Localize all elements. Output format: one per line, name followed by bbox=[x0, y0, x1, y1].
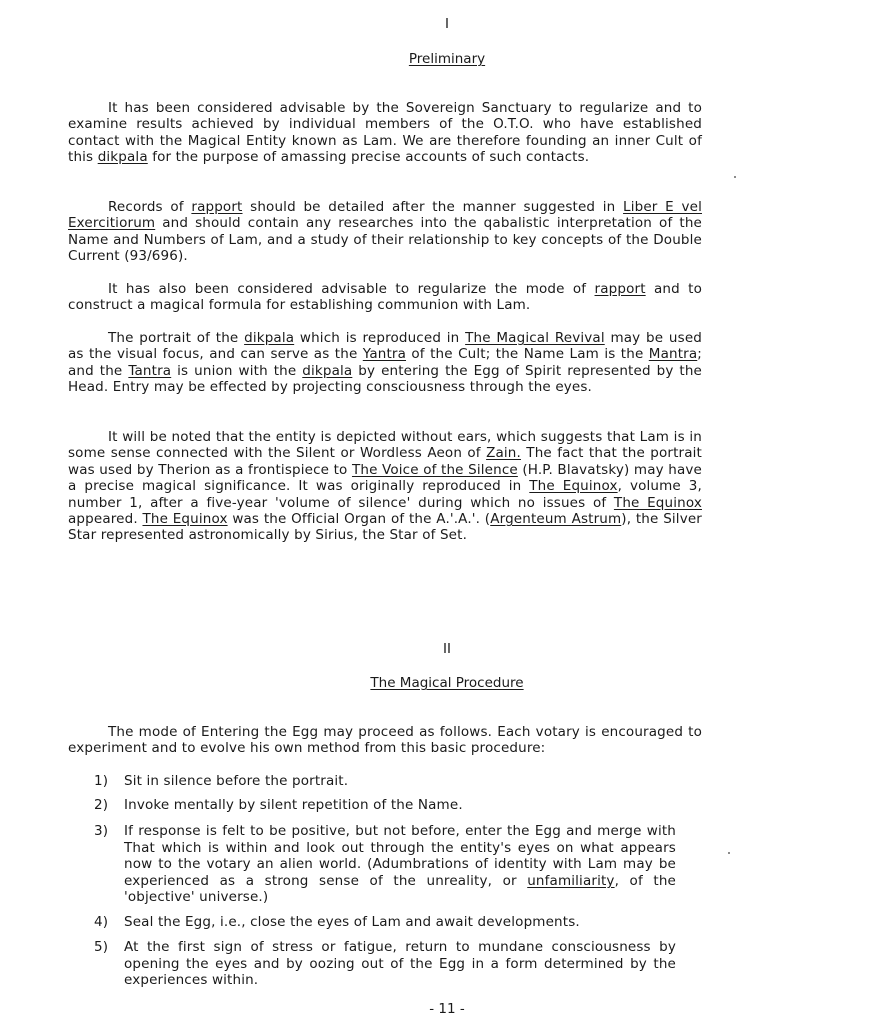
underlined-term: The Equinox bbox=[613, 494, 702, 511]
underlined-term: rapport bbox=[191, 199, 243, 215]
step-number: 1) bbox=[94, 773, 109, 789]
text-run: for the purpose of amassing precise accounts of such contacts. bbox=[147, 149, 590, 166]
scan-speck bbox=[728, 852, 730, 854]
underlined-term: The Equinox bbox=[529, 478, 618, 495]
underlined-term: Yantra bbox=[362, 346, 407, 363]
text-run: , volume 3, number 1, after a five-year 'volume of silence' during which no issues of bbox=[68, 478, 702, 511]
underlined-term: The Magical Revival bbox=[465, 330, 605, 346]
step-text bbox=[124, 914, 676, 931]
underlined-term: dikpala bbox=[302, 362, 353, 379]
text-run: (H.P. Blavatsky) may have a precise magical significance. It was originally reproduced in bbox=[68, 461, 702, 495]
text-run: It has been considered advisable by the Sovereign Sanctuary to regularize and to examine results achieved by individual members of the O.T.O. who have established contact with the Magical Entity known as Lam. We are therefore founding an inner Cult of this bbox=[68, 100, 702, 166]
text-run: The fact that the portrait was used by Therion as a frontispiece to bbox=[68, 445, 702, 478]
section-2-title: The Magical Procedure bbox=[370, 675, 524, 691]
text-run: Seal the Egg, i.e., close the eyes of Lam and await developments. bbox=[124, 914, 580, 930]
section-1-numeral: I bbox=[445, 16, 449, 32]
paragraph bbox=[68, 100, 702, 166]
procedure-intro bbox=[68, 724, 702, 757]
text-run: and to construct a magical formula for establishing communion with Lam. bbox=[68, 281, 702, 314]
step-number: 4) bbox=[94, 914, 109, 930]
text-run: which is reproduced in bbox=[294, 330, 466, 346]
step-number: 3) bbox=[94, 823, 109, 839]
underlined-term: The Voice of the Silence bbox=[351, 461, 518, 478]
underlined-term: Argenteum Astrum bbox=[490, 511, 622, 528]
scan-speck bbox=[734, 176, 736, 178]
underlined-term: unfamiliarity bbox=[527, 872, 615, 889]
text-run: and should contain any researches into the qabalistic interpretation of the Name and Numbers of Lam, and a study of their relationship to key concepts of the Double Current (93/696). bbox=[68, 215, 702, 265]
page-number: - 11 - bbox=[429, 1001, 465, 1017]
section-1-title: Preliminary bbox=[408, 51, 486, 67]
paragraph bbox=[68, 199, 702, 265]
text-run: should be detailed after the manner suggested in bbox=[242, 199, 624, 215]
text-run: ; and the bbox=[68, 346, 702, 379]
text-run: , of the 'objective' universe.) bbox=[124, 872, 676, 906]
text-run: ), the Silver Star represented astronomically by Sirius, the Star of Set. bbox=[68, 511, 703, 544]
text-run: appeared. bbox=[68, 511, 143, 528]
text-run: At the first sign of stress or fatigue, return to mundane consciousness by opening the eyes and by oozing out of the Egg in a form determined by the experiences within. bbox=[124, 939, 676, 989]
underlined-term: Zain. bbox=[486, 445, 521, 462]
text-run: Sit in silence before the portrait. bbox=[124, 773, 349, 789]
underlined-term: Tantra bbox=[128, 362, 172, 379]
underlined-term: Liber E vel Exercitiorum bbox=[68, 199, 702, 232]
paragraph bbox=[68, 281, 702, 314]
underlined-term: The Equinox bbox=[142, 511, 228, 528]
section-2-numeral: II bbox=[443, 641, 451, 657]
step-number: 2) bbox=[94, 797, 109, 813]
text-run: of the Cult; the Name Lam is the bbox=[406, 346, 649, 363]
underlined-term: rapport bbox=[594, 281, 646, 297]
step-number: 5) bbox=[94, 939, 109, 955]
step-text bbox=[124, 823, 676, 906]
text-run: was the Official Organ of the A.'.A.'. ( bbox=[227, 511, 491, 528]
text-run: Invoke mentally by silent repetition of the Name. bbox=[124, 797, 463, 813]
text-run: If response is felt to be positive, but not before, enter the Egg and merge with That which is within and look out through the entity's eyes on what appears now to the votary an alien world. (Adumbrations of identity with Lam may be experienced as a strong sense of the unreality, or bbox=[124, 823, 676, 889]
text-run: by entering the Egg of Spirit represented by the Head. Entry may be effected by projecting consciousness through the eyes. bbox=[68, 362, 703, 396]
text-run: is union with the bbox=[171, 362, 303, 379]
text-run: Records of bbox=[108, 199, 192, 215]
paragraph bbox=[68, 330, 702, 396]
procedure-intro-text: The mode of Entering the Egg may proceed as follows. Each votary is encouraged to experiment and to evolve his own method from this basic procedure: bbox=[68, 724, 702, 757]
text-run: The portrait of the bbox=[108, 330, 245, 346]
underlined-term: dikpala bbox=[244, 330, 295, 346]
text-run: It has also been considered advisable to regularize the mode of bbox=[108, 281, 595, 297]
text-run: may be used as the visual focus, and can serve as the bbox=[68, 330, 702, 363]
step-text bbox=[124, 773, 676, 790]
underlined-term: Mantra bbox=[648, 346, 698, 363]
text-run: It will be noted that the entity is depicted without ears, which suggests that Lam is in some sense connected with the Silent or Wordless Aeon of bbox=[68, 429, 702, 462]
paragraph bbox=[68, 429, 702, 544]
step-text bbox=[124, 797, 676, 814]
underlined-term: dikpala bbox=[97, 149, 148, 166]
step-text bbox=[124, 939, 676, 989]
